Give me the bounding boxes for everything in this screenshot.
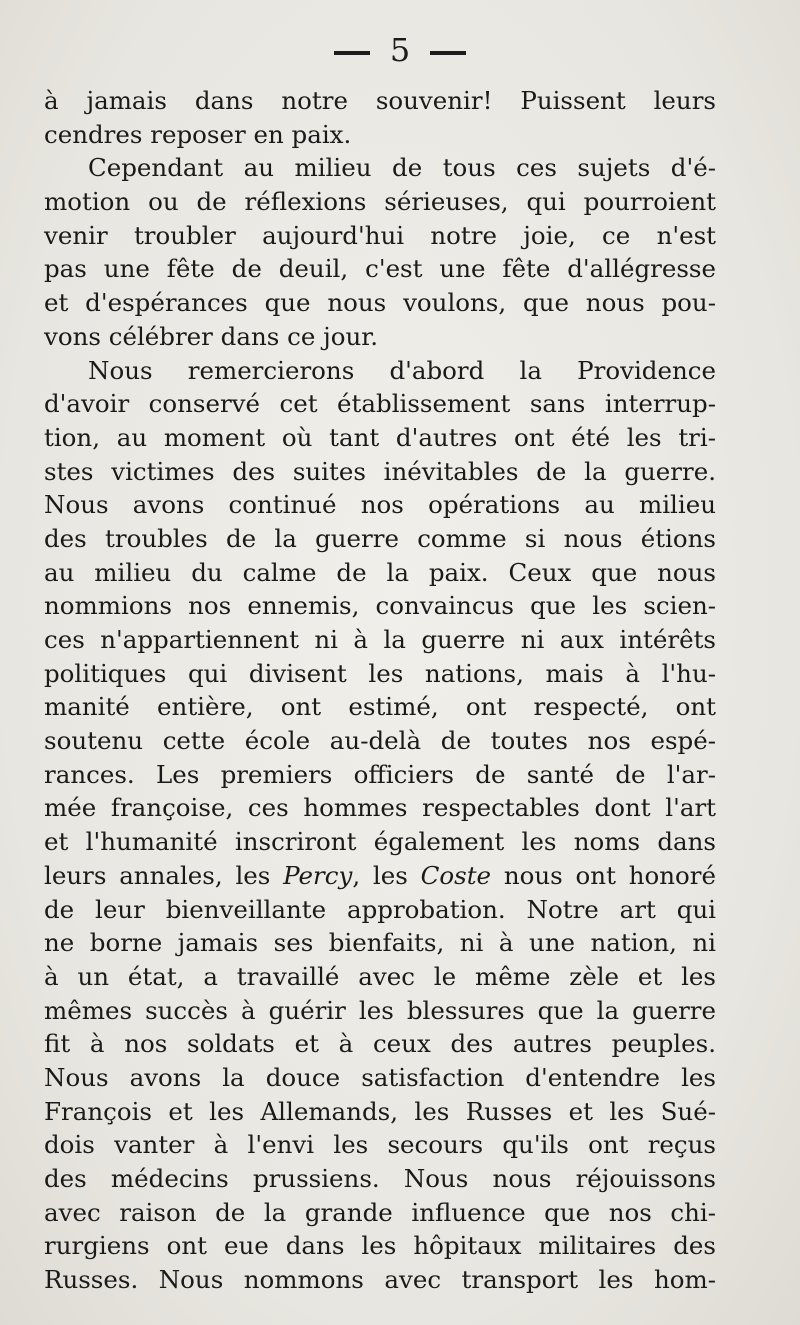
text-line: mée françoise, ces hommes respectables dont l'art (44, 793, 716, 823)
text-line: tion, au moment où tant d'autres ont été les tri- (44, 422, 716, 452)
text-line: cendres reposer en paix. (44, 119, 352, 149)
text-line: rances. Les premiers officiers de santé de l'ar- (44, 759, 716, 789)
text-line: Nous avons la douce satisfaction d'entendre les (44, 1062, 716, 1092)
text-line: Cependant au milieu de tous ces sujets d'é- (88, 153, 716, 183)
text-line: et d'espérances que nous voulons, que nous pou- (44, 288, 716, 318)
text-line: motion ou de réflexions sérieuses, qui pourroient (44, 187, 716, 217)
text-line: stes victimes des suites inévitables de la guerre. (44, 456, 716, 486)
text-line: fit à nos soldats et à ceux des autres peuples. (44, 1029, 716, 1059)
text-line: de leur bienveillante approbation. Notre art qui (44, 894, 716, 924)
text-line: et l'humanité inscriront également les noms dans (44, 827, 716, 857)
text-line: dois vanter à l'envi les secours qu'ils ont reçus (44, 1130, 716, 1160)
text-line: vons célébrer dans ce jour. (44, 321, 379, 351)
text-line: nommions nos ennemis, convaincus que les scien- (44, 591, 716, 621)
page-header (0, 28, 800, 72)
page-number: 5 (389, 31, 411, 69)
text-line: rurgiens ont eue dans les hôpitaux militaires des (44, 1231, 716, 1261)
text-line: François et les Allemands, les Russes et les Sué- (44, 1096, 716, 1126)
text-line: à un état, a travaillé avec le même zèle et les (44, 961, 716, 991)
text-line: à jamais dans notre souvenir! Puissent leurs (44, 86, 716, 115)
text-line: ces n'appartiennent ni à la guerre ni aux intérêts (44, 625, 716, 654)
text-line: au milieu du calme de la paix. Ceux que nous (44, 557, 716, 587)
body-text (44, 84, 716, 1297)
text-line: des médecins prussiens. Nous nous réjouissons (44, 1164, 716, 1193)
left-dash (334, 51, 370, 55)
text-line: Nous remercierons d'abord la Providence (88, 355, 716, 385)
text-line: mêmes succès à guérir les blessures que la guerre (44, 995, 716, 1025)
text-line: d'avoir conservé cet établissement sans interrup- (44, 389, 716, 419)
text-line: Russes. Nous nommons avec transport les hom- (44, 1265, 716, 1295)
text-line: pas une fête de deuil, c'est une fête d'allégresse (44, 254, 716, 284)
text-line: avec raison de la grande influence que nos chi- (44, 1197, 716, 1227)
text-line: manité entière, ont estimé, ont respecté, ont (44, 692, 716, 722)
text-line: Nous avons continué nos opérations au milieu (44, 490, 716, 520)
right-dash (430, 51, 466, 55)
text-line: leurs annales, les Percy, les Coste nous ont honoré (44, 860, 716, 890)
text-line: des troubles de la guerre comme si nous étions (44, 523, 716, 553)
text-line: venir troubler aujourd'hui notre joie, ce n'est (44, 220, 716, 250)
text-line: politiques qui divisent les nations, mais à l'hu- (44, 658, 716, 688)
text-line: ne borne jamais ses bienfaits, ni à une nation, ni (44, 928, 716, 958)
text-line: soutenu cette école au-delà de toutes nos espé- (44, 726, 716, 756)
